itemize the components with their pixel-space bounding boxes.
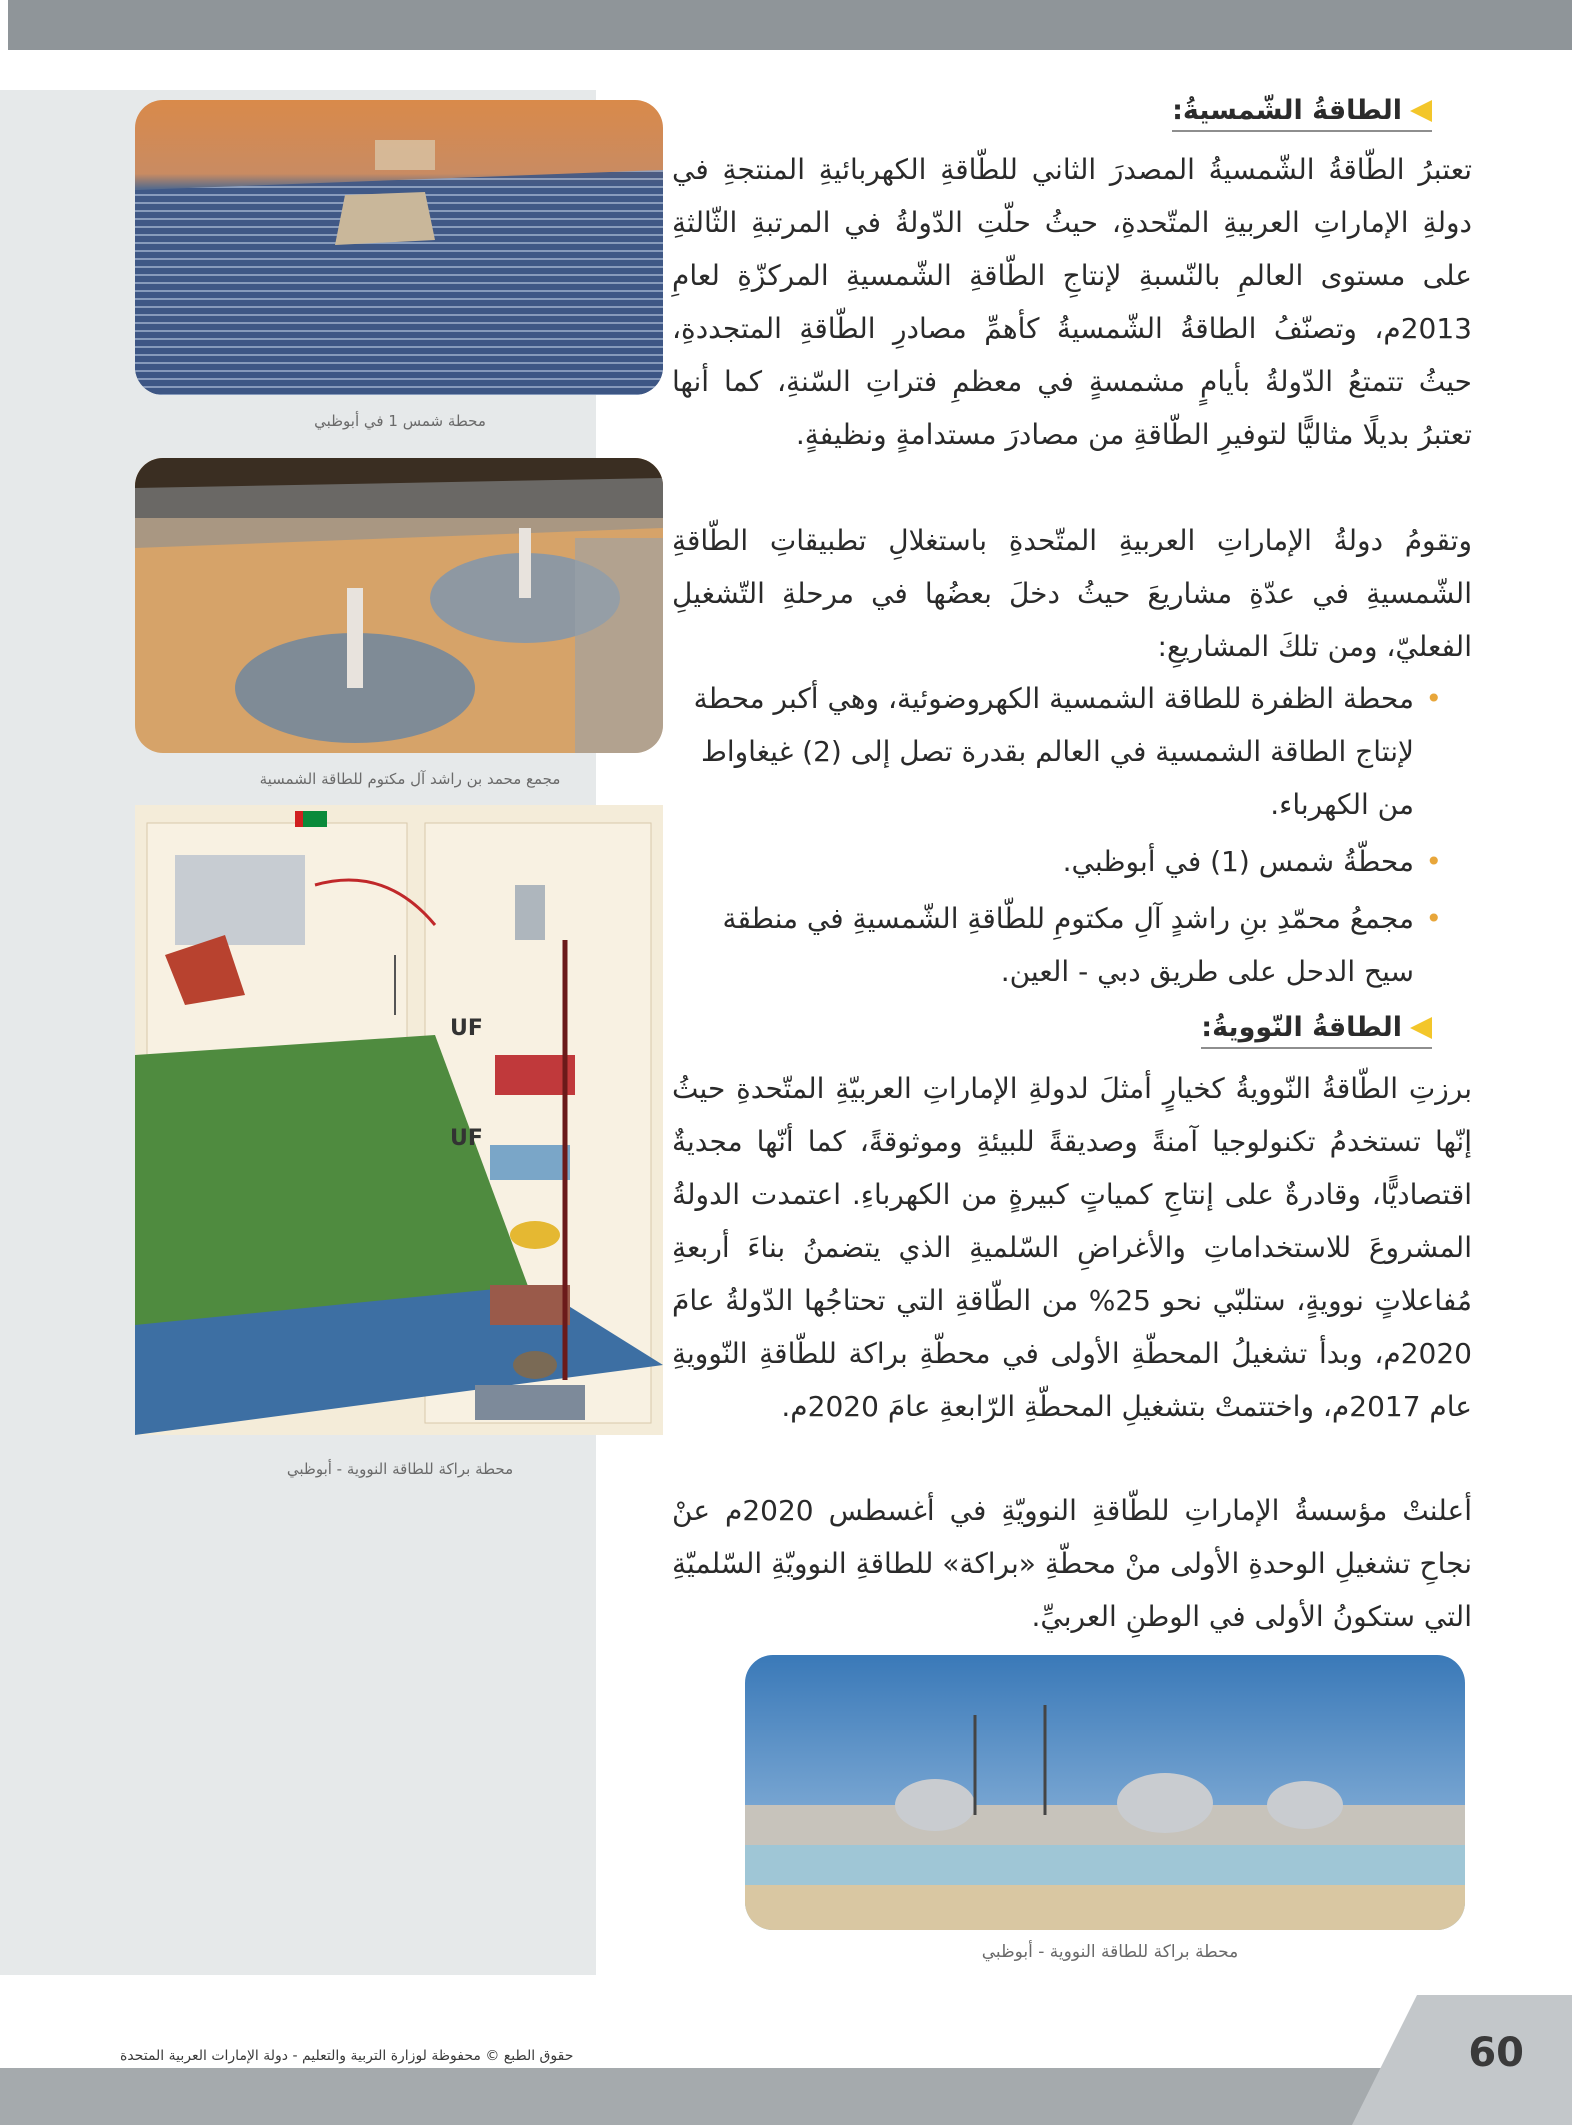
list-item: • محطّةُ شمس (1) في أبوظبي.	[682, 835, 1442, 888]
arrow-marker-icon	[1410, 100, 1432, 122]
list-item: • محطة الظفرة للطاقة الشمسية الكهروضوئية، وهي أكبر محطة لإنتاج الطاقة الشمسية في العالم بقدرة تصل إلى (2) غيغاواط من الكهرباء.	[682, 672, 1442, 831]
nuclear-heading	[1201, 1012, 1432, 1049]
uf-label-1: UF	[450, 1016, 483, 1041]
solar-heading-text: الطاقةُ الشّمسيةُ:	[1172, 95, 1402, 126]
nuclear-paragraph-1: برزتِ الطّاقةُ النّوويةُ كخيارٍ أمثلَ لدولةِ الإماراتِ العربيّةِ المتّحدةِ حيثُ إنّها تستخدمُ تكنولوجيا آمنةً وصديقةً للبيئةِ وموثوقةً، كما أنّها مجديةٌ اقتصاديًّا، وقادرةٌ على إنتاجِ كمياتٍ كبيرةٍ من الكهرباءِ. اعتمدت الدولةُ المشروعَ للاستخداماتِ والأغراضِ السّلميةِ الذي يتضمنُ بناءَ أربعةِ مُفاعلاتٍ نوويةٍ، ستلبّي نحو 25% من الطّاقةِ التي تحتاجُها الدّولةُ عامَ 2020م، وبدأ تشغيلُ المحطّةِ الأولى في محطّةِ براكة للطّاقةِ النّوويةِ عام 2017م، واختتمتْ بتشغيلِ المحطّةِ الرّابعةِ عامَ 2020م.	[672, 1072, 1472, 1423]
mbr-solar-park-photo	[135, 458, 663, 753]
arrow-marker-icon	[1410, 1017, 1432, 1039]
bullet-dot-icon: •	[1425, 902, 1442, 935]
mbr-caption: مجمع محمد بن راشد آل مكتوم للطاقة الشمسية	[259, 770, 561, 788]
barakah-diagram	[135, 805, 663, 1435]
uf-label-2: UF	[450, 1126, 483, 1151]
solar-paragraph-1: تعتبرُ الطّاقةُ الشّمسيةُ المصدرَ الثاني للطّاقةِ الكهربائيةِ المنتجةِ في دولةِ الإماراتِ العربيةِ المتّحدةِ، حيثُ حلّتِ الدّولةُ في المرتبةِ الثّالثةِ على مستوى العالمِ بالنّسبةِ لإنتاجِ الطّاقةِ الشّمسيةِ المركزّةِ لعامِ 2013م، وتصنّفُ الطاقةُ الشّمسيةُ كأهمِّ مصادرِ الطّاقةِ المتجددةِ، حيثُ تتمتعُ الدّولةُ بأيامٍ مشمسةٍ في معظمِ فتراتِ السّنةِ، كما أنها تعتبرُ بديلًا مثاليًّا لتوفيرِ الطّاقةِ من مصادرَ مستدامةٍ ونظيفةٍ.	[672, 153, 1472, 451]
page-number: 60	[1468, 2030, 1524, 2076]
copyright-notice: حقوق الطبع © محفوظة لوزارة التربية والتعليم - دولة الإمارات العربية المتحدة	[120, 2048, 574, 2064]
list-item: • مجمعُ محمّدِ بنِ راشدٍ آلِ مكتومِ للطّاقةِ الشّمسيةِ في منطقة سيح الدحل على طريق دبي - العين.	[682, 892, 1442, 998]
barakah-photo-caption: محطة براكة للطاقة النووية - أبوظبي	[981, 1942, 1239, 1962]
bullet-dot-icon: •	[1425, 682, 1442, 715]
nuclear-heading-text: الطاقةُ النّوويةُ:	[1201, 1012, 1402, 1043]
shams1-photo	[135, 100, 663, 395]
barakah-diagram-caption: محطة براكة للطاقة النووية - أبوظبي	[286, 1460, 514, 1478]
solar-paragraph-2: وتقومُ دولةُ الإماراتِ العربيةِ المتّحدةِ باستغلالِ تطبيقاتِ الطّاقةِ الشّمسيةِ في عدّةِ مشاريعَ حيثُ دخلَ بعضُها في مرحلةِ التّشغيلِ الفعليّ، ومن تلكَ المشاريعِ:	[672, 524, 1472, 663]
solar-projects-list	[682, 672, 1442, 998]
footer-bar	[0, 2068, 1572, 2125]
bullet-dot-icon: •	[1425, 845, 1442, 878]
shams1-caption: محطة شمس 1 في أبوظبي	[314, 412, 486, 430]
barakah-photo	[745, 1655, 1465, 1930]
nuclear-paragraph-2: أعلنتْ مؤسسةُ الإماراتِ للطّاقةِ النوويّةِ في أغسطس 2020م عنْ نجاحِ تشغيلِ الوحدةِ الأولى منْ محطّةِ «براكة» للطاقةِ النوويّةِ السّلميّةِ التي ستكونُ الأولى في الوطنِ العربيِّ.	[672, 1494, 1473, 1633]
top-bar	[8, 0, 1572, 50]
page-number-tab	[1352, 1995, 1572, 2125]
solar-heading	[1172, 95, 1432, 132]
